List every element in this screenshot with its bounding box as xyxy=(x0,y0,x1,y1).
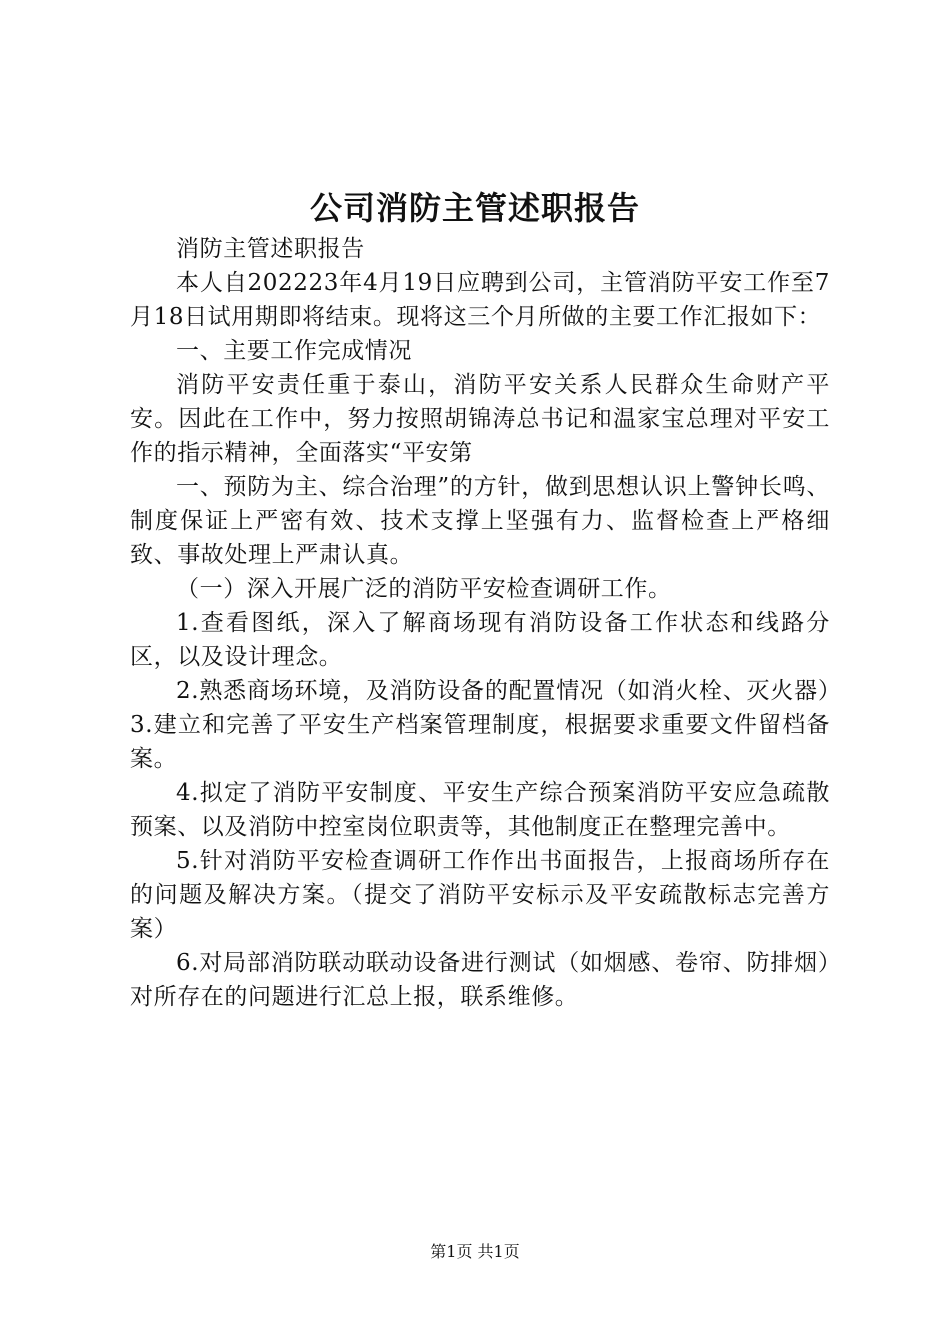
paragraph-item-4: 4.拟定了消防平安制度、平安生产综合预案消防平安应急疏散预案、以及消防中控室岗位职责等，其他制度正在整理完善中。 xyxy=(130,780,830,840)
paragraph-section-heading: 一、主要工作完成情况 xyxy=(176,338,412,364)
document-title: 公司消防主管述职报告 xyxy=(309,189,640,227)
page-footer: 第1页 共1页 xyxy=(430,1242,520,1261)
paragraph-item-6: 6.对局部消防联动联动设备进行测试（如烟感、卷帘、防排烟）对所存在的问题进行汇总上报，联系维修。 xyxy=(130,950,830,1010)
paragraph-policy: 一、预防为主、综合治理”的方针，做到思想认识上警钟长鸣、制度保证上严密有效、技术支撑上坚强有力、监督检查上严格细致、事故处理上严肃认真。 xyxy=(130,474,830,568)
paragraph-responsibility: 消防平安责任重于泰山，消防平安关系人民群众生命财产平安。因此在工作中，努力按照胡锦涛总书记和温家宝总理对平安工作的指示精神，全面落实“平安第 xyxy=(130,372,830,466)
document-body xyxy=(130,232,830,1014)
paragraph-item-1: 1.查看图纸，深入了解商场现有消防设备工作状态和线路分区，以及设计理念。 xyxy=(130,610,830,670)
paragraph-item-5: 5.针对消防平安检查调研工作作出书面报告，上报商场所存在的问题及解决方案。（提交了消防平安标示及平安疏散标志完善方案） xyxy=(130,848,830,942)
paragraph-subtitle: 消防主管述职报告 xyxy=(176,236,365,262)
paragraph-item-2-3: 2.熟悉商场环境，及消防设备的配置情况（如消火栓、灭火器）3.建立和完善了平安生产档案管理制度，根据要求重要文件留档备案。 xyxy=(130,678,830,772)
paragraph-intro: 本人自202223年4月19日应聘到公司，主管消防平安工作至7月18日试用期即将结束。现将这三个月所做的主要工作汇报如下： xyxy=(130,270,830,330)
paragraph-subsection-heading: （一）深入开展广泛的消防平安检查调研工作。 xyxy=(176,576,672,602)
